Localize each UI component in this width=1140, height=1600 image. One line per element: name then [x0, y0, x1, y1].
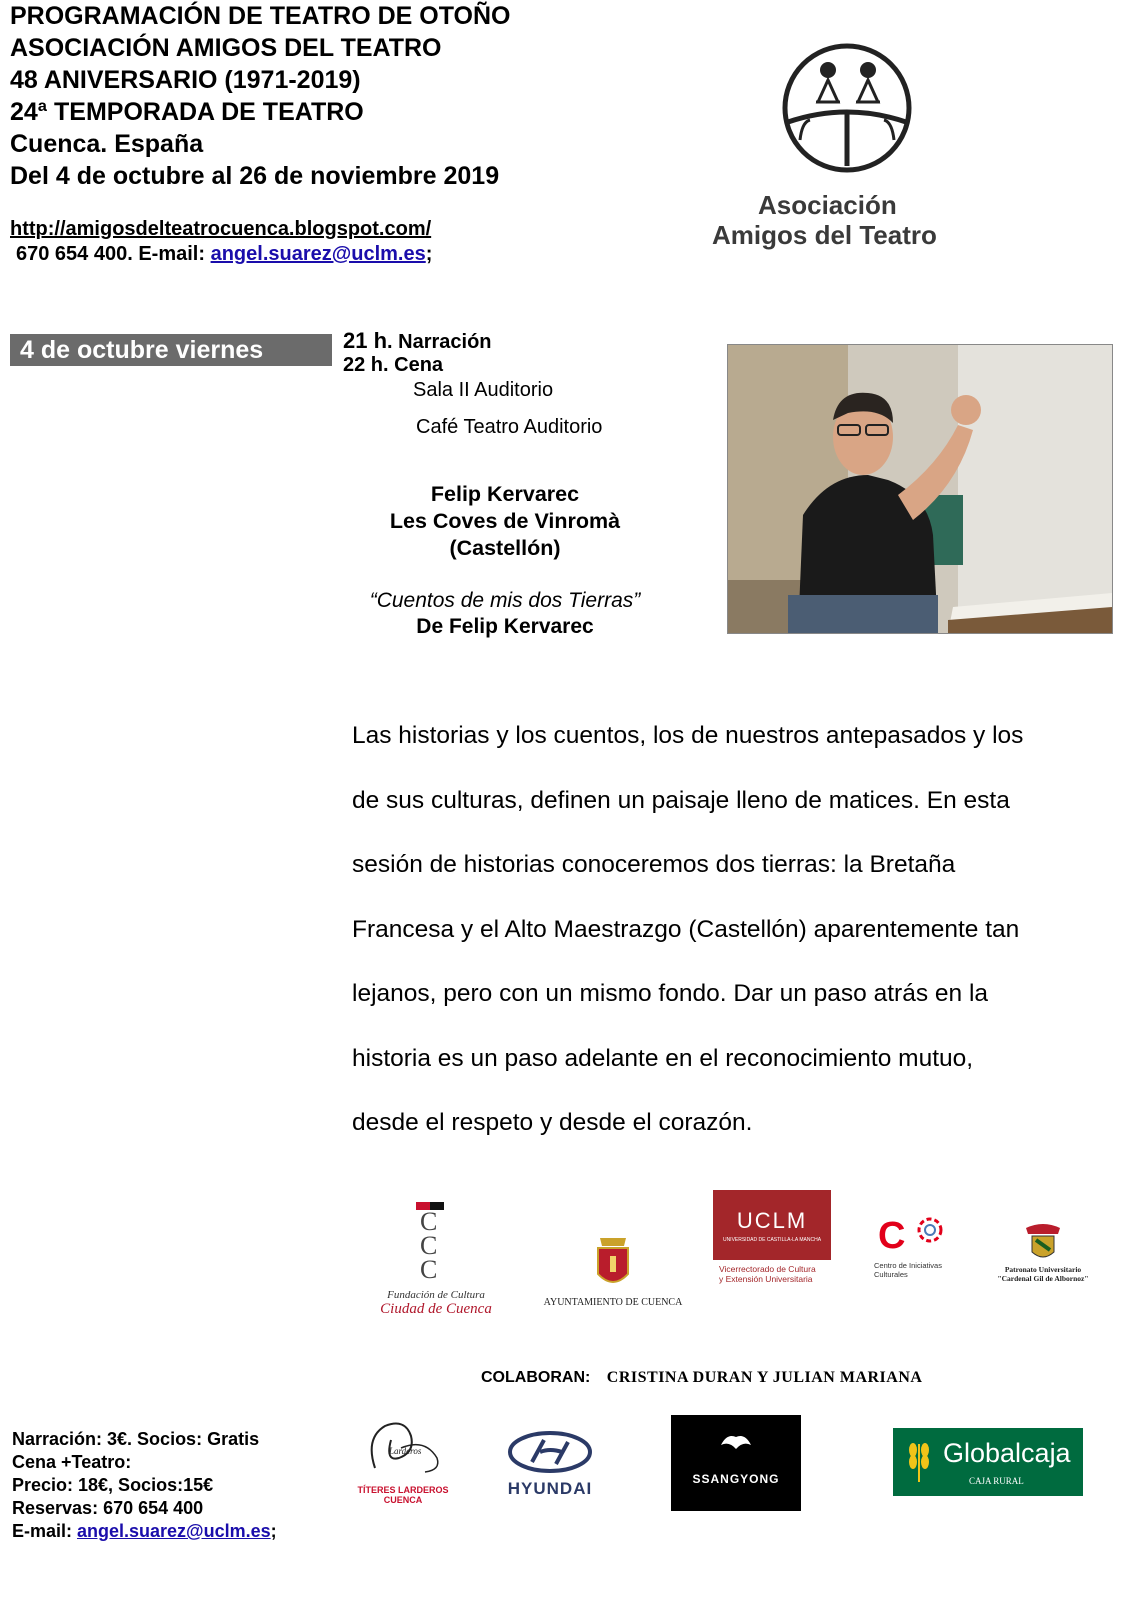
logo-text-line1: Asociación: [758, 190, 897, 220]
svg-text:C: C: [420, 1231, 438, 1260]
globalcaja-logo: [893, 1428, 1083, 1496]
titeres-logo: [355, 1418, 451, 1508]
hyundai-h-icon: [500, 1430, 600, 1474]
cic-swirl-icon: [872, 1212, 962, 1256]
uclm-vice-line2: y Extensión Universitaria: [719, 1274, 813, 1284]
uclm-name: UCLM: [736, 1208, 808, 1233]
description-line: sesión de historias conoceremos dos tierras: la Bretaña: [352, 851, 956, 878]
svg-text:C: C: [878, 1215, 906, 1256]
uclm-vice: [713, 1264, 831, 1284]
svg-text:Larderos: Larderos: [389, 1446, 422, 1456]
collaborators-names: CRISTINA DURAN Y JULIAN MARIANA: [606, 1369, 923, 1386]
svg-text:C: C: [420, 1255, 438, 1282]
description-line: historia es un paso adelante en el reconocimiento mutuo,: [352, 1044, 974, 1072]
description-line: desde el respeto y desde el corazón.: [352, 1109, 753, 1136]
titeres-line1: TÍTERES LARDEROS: [357, 1485, 449, 1495]
company-place: Les Coves de Vinromà: [389, 509, 621, 533]
price-line-1: Narración: 3€. Socios: Gratis: [12, 1429, 260, 1449]
cic-logo: [872, 1212, 962, 1282]
collaborators-label: COLABORAN:: [481, 1369, 591, 1386]
cic-line2: Culturales: [874, 1270, 908, 1279]
uclm-block: [713, 1190, 831, 1260]
show-author: De Felip Kervarec: [416, 615, 594, 638]
fcc-logo: [372, 1200, 500, 1318]
cic-line1: Centro de Iniciativas: [874, 1261, 942, 1270]
ssangyong-logo: [671, 1415, 801, 1511]
hyundai-logo: [500, 1430, 600, 1500]
price-email-prefix: E-mail:: [12, 1521, 78, 1541]
performer-photo-icon: [728, 345, 1112, 633]
description-line: Francesa y el Alto Maestrazgo (Castellón) aparentemente tan: [352, 915, 1020, 943]
email-link[interactable]: angel.suarez@uclm.es: [210, 243, 426, 265]
patronato-logo: [988, 1222, 1098, 1282]
time-line-2: 22 h. Cena: [343, 354, 444, 376]
uclm-sub: UNIVERSIDAD DE CASTILLA-LA MANCHA: [722, 1237, 822, 1243]
titeres-scribble-icon: [355, 1418, 451, 1480]
phone-text: 670 654 400. E-mail:: [16, 243, 211, 265]
globalcaja-text: Globalcaja: [943, 1438, 1071, 1468]
description-line: lejanos, pero con un mismo fondo. Dar un paso atrás en la: [352, 980, 989, 1007]
svg-text:C: C: [420, 1207, 438, 1236]
performer-photo: [727, 344, 1113, 634]
event-date-bar: 4 de octubre viernes: [10, 334, 332, 366]
header-line-4: 24ª TEMPORADA DE TEATRO: [10, 98, 364, 126]
patronato-text: [988, 1265, 1098, 1283]
venue-2: Café Teatro Auditorio: [416, 416, 603, 438]
header-line-5: Cuenca. España: [10, 130, 204, 158]
contact-line: [16, 243, 432, 266]
time-line-1: [343, 328, 492, 354]
ayuntamiento-logo: [538, 1232, 688, 1312]
description-paragraph: [352, 704, 1122, 1156]
uclm-vice-line1: Vicerrectorado de Cultura: [719, 1264, 816, 1274]
company-name: Felip Kervarec: [430, 482, 580, 506]
uclm-logo: [713, 1190, 831, 1290]
price-line-4: Reservas: 670 654 400: [12, 1498, 204, 1518]
wheat-icon: [899, 1436, 939, 1486]
time-1-rest: . Narración: [387, 331, 492, 353]
price-line-3: Precio: 18€, Socios:15€: [12, 1475, 214, 1495]
patronato-shield-icon: [988, 1222, 1098, 1260]
patronato-line2: "Cardenal Gil de Albornoz": [997, 1274, 1089, 1283]
logo-text-line2: Amigos del Teatro: [712, 220, 937, 250]
price-email-suffix: ;: [270, 1521, 277, 1541]
header-line-6: Del 4 de octubre al 26 de noviembre 2019: [10, 162, 500, 190]
company-block: [350, 481, 660, 562]
header-line-2: ASOCIACIÓN AMIGOS DEL TEATRO: [10, 34, 442, 62]
ssangyong-text: SSANGYONG: [692, 1472, 780, 1486]
price-line-2: Cena +Teatro:: [12, 1452, 132, 1472]
cic-text: [872, 1261, 962, 1279]
show-title: “Cuentos de mis dos Tierras”: [369, 589, 641, 612]
ayuntamiento-text: AYUNTAMIENTO DE CUENCA: [543, 1297, 683, 1308]
ssangyong-wings-icon: [671, 1415, 801, 1467]
patronato-line1: Patronato Universitario: [1004, 1265, 1082, 1274]
website-link[interactable]: http://amigosdelteatrocuenca.blogspot.com/: [10, 218, 432, 240]
coat-of-arms-icon: [538, 1232, 688, 1292]
fcc-line1: Fundación de Cultura: [387, 1289, 485, 1301]
prices-block: [12, 1428, 277, 1543]
collaborators-line: [481, 1369, 922, 1387]
price-line-5: [12, 1520, 277, 1543]
description-line: Las historias y los cuentos, los de nuestros antepasados y los: [352, 722, 1024, 749]
fcc-line2: Ciudad de Cuenca: [380, 1301, 492, 1317]
hyundai-text: HYUNDAI: [507, 1479, 593, 1498]
email-suffix: ;: [425, 243, 433, 265]
company-region: (Castellón): [449, 536, 561, 560]
fcc-ccc-icon: [372, 1200, 500, 1282]
header-line-3: 48 ANIVERSARIO (1971-2019): [10, 66, 361, 94]
price-email-link[interactable]: angel.suarez@uclm.es: [77, 1521, 271, 1541]
time-1-hour: 21 h: [343, 328, 388, 353]
titeres-line2: CUENCA: [383, 1495, 423, 1505]
globalcaja-sub: CAJA RURAL: [969, 1476, 1024, 1486]
venue-1: Sala II Auditorio: [413, 379, 554, 401]
titeres-text: [355, 1485, 451, 1505]
description-line: de sus culturas, definen un paisaje lleno de matices. En esta: [352, 786, 1010, 814]
header-line-1: PROGRAMACIÓN DE TEATRO DE OTOÑO: [10, 2, 511, 30]
